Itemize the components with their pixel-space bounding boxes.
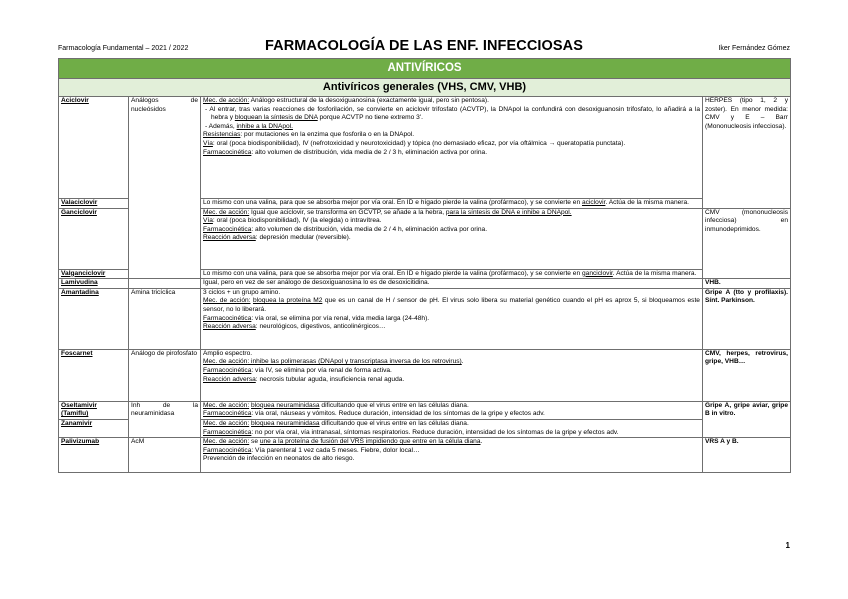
drug-group-cell: [129, 349, 201, 401]
mec-line: [203, 97, 700, 106]
mec-line: [203, 209, 700, 218]
drug-name-cell: [59, 97, 129, 199]
mec-label: Mec. de acción:: [203, 208, 250, 216]
indication: VRS A y B.: [705, 438, 739, 446]
drug-name: Oseltamivir: [61, 401, 97, 409]
via-line: [203, 140, 700, 149]
far-line: [203, 149, 700, 158]
desc-text-end: . Actúa de la misma manera.: [612, 269, 697, 277]
course-label: Farmacología Fundamental – 2021 / 2022: [58, 45, 189, 52]
mec-text: dificultando que el virus entre en las células diana.: [319, 401, 469, 409]
section-title: ANTIVÍRICOS: [59, 59, 791, 79]
description-cell: [201, 401, 703, 419]
far-line: [203, 410, 700, 419]
mec-label: Mec. de acción: [203, 358, 248, 366]
rea-text: : necrosis tubular aguda, insuficiencia renal aguda.: [255, 375, 405, 383]
description-cell: [201, 97, 703, 199]
mec-label: Mec. de acción:: [203, 419, 250, 427]
table-row: [59, 288, 791, 349]
drug-name-cell: [59, 208, 129, 269]
far-label: Farmacocinética: [203, 410, 252, 418]
drug-group: Amina tricíclica: [131, 288, 176, 296]
drug-group-cell: [129, 97, 201, 279]
indication-cell: [703, 438, 791, 473]
indication: CMV (mononucleosis infecciosa) en inmunodeprimidos.: [705, 208, 788, 233]
bullet-item: - Al entrar, tras varias reacciones de fosforilación, se convierte en aciclovir trifosfato (ACVTP), la DNApol la confundirá con desoxiguanosin trifosfato, lo añadirá a la hebra y bloquean la síntesis de DNA porque ACVTP no tiene extremo 3'.: [205, 105, 700, 122]
description-cell: [201, 288, 703, 349]
indication: HERPES (tipo 1, 2 y zoster). En menor medida: CMV y E – Barr (Mononucleosis infecciosa).: [705, 97, 788, 130]
rea-label: Reacción adversa: [203, 323, 256, 331]
description-cell: [201, 419, 703, 437]
via-line: [203, 217, 700, 226]
mec-text: que es un canal de H / sensor de pH. El virus solo libera su material genético cuando el pH es aprox 5, si bloqueamos este sensor, no lo liberará.: [203, 297, 700, 313]
indication-cell: [703, 208, 791, 279]
far-label: Farmacocinética: [203, 225, 252, 233]
mec-text: Igual que aciclovir, se transforma en GCVTP, se añade a la hebra,: [249, 208, 446, 216]
far-text: : vía IV, se elimina por vía renal de forma activa.: [251, 366, 392, 374]
rea-text: : depresión medular (reversible).: [255, 234, 351, 242]
desc-underlined: ganciclovir: [581, 269, 613, 277]
drug-name: Valaciclovir: [61, 199, 98, 206]
far-label: Farmacocinética: [203, 148, 252, 156]
subsection-row: [59, 79, 791, 97]
mec-underlined: une a la proteína de fusión del VRS impidiendo que entre en la célula diana: [259, 438, 481, 446]
far-label: Farmacocinética: [203, 314, 252, 322]
mec-underlined: : inhibe las polimerasas (DNApol y transcriptasa inversa de los retrovirus): [247, 358, 462, 366]
far-text: : vía oral, se elimina por vía renal, vida media larga (24-48h).: [251, 314, 430, 322]
prevention-line: Prevención de infección en neonatos de alto riesgo.: [203, 455, 355, 463]
drug-group: Análogo de pirofosfato: [131, 349, 197, 357]
via-label: Vía: [203, 139, 213, 147]
far-label: Farmacocinética: [203, 366, 252, 374]
indication: Gripe A, gripe aviar, gripe B in vitro.: [705, 401, 788, 418]
drug-table: [58, 58, 791, 473]
mec-line: [203, 420, 700, 429]
description-cell: [201, 438, 703, 473]
section-row: [59, 59, 791, 79]
rea-line: [203, 234, 700, 243]
page-number: 1: [785, 541, 790, 550]
drug-name-cell: [59, 288, 129, 349]
bullet-item: - Además, inhibe a la DNApol.: [205, 122, 293, 130]
indication-cell: [703, 349, 791, 401]
far-text: : alto volumen de distribución, vida media de 2 / 3 h, eliminación activa por orina.: [251, 148, 488, 156]
description-cell: [201, 349, 703, 401]
bullet-text: Al entrar, tras varias reacciones de fosforilación, se convierte en aciclovir trifosfato (ACVTP), la DNApol la confundirá con desoxiguanosin trifosfato, lo añadirá a la hebra y: [209, 105, 700, 122]
indication-cell: [703, 401, 791, 437]
rea-label: Reacción adversa: [203, 375, 256, 383]
intro-line: Amplio espectro.: [203, 349, 253, 357]
indication-cell: [703, 279, 791, 289]
mec-text: dificultando que el virus entre en las células diana.: [319, 419, 469, 427]
mec-label: Mec. de acción:: [203, 297, 251, 305]
indication: CMV, herpes, retrovirus, gripe, VHB…: [705, 349, 788, 366]
drug-name-cell: [59, 199, 129, 209]
mec-label: Mec. de acción:: [203, 401, 250, 409]
via-label: Vía: [203, 217, 213, 225]
res-text: : por mutaciones en la enzima que fosforila o en la DNApol.: [240, 131, 415, 139]
mec-underlined: bloquea neuraminidasa: [251, 401, 320, 409]
drug-name-cell: [59, 438, 129, 473]
rea-line: [203, 323, 700, 332]
subsection-title: Antivíricos generales (VHS, CMV, VHB): [59, 79, 791, 97]
table-row: [59, 279, 791, 289]
page-header: [58, 38, 790, 56]
table-row: [59, 401, 791, 419]
drug-group: Análogos de nucleósidos: [131, 97, 198, 113]
table-row: [59, 438, 791, 473]
bullet-underlined: inhibe a la DNApol.: [236, 122, 293, 130]
via-text: : oral (poca biodisponibilidad), IV (nefrotoxicidad y neurotoxicidad) y tópica (no demasiado eficaz, por vía oftálmica → queratopatía punctata).: [212, 139, 626, 147]
drug-name-cell: [59, 349, 129, 401]
mec-line: [203, 402, 700, 411]
drug-name: Aciclovir: [61, 97, 89, 104]
mec-underlined: para la síntesis de DNA e inhibe a DNApol.: [445, 208, 572, 216]
intro-line: 3 ciclos + un grupo amino.: [203, 288, 281, 296]
drug-name-cell: [59, 401, 129, 419]
drug-name: Valganciclovir: [61, 269, 106, 277]
desc-text: Lo mismo con una valina, para que se absorba mejor por vía oral. En ID e hígado pierde la valina (profármaco), y se convierte en: [203, 269, 582, 277]
far-text: : no por vía oral, vía intranasal, síntomas respiratorios. Reduce duración, intensidad de los síntomas de la gripe y efectos adv.: [251, 428, 619, 436]
description-cell: [201, 199, 703, 209]
far-line: [203, 429, 700, 438]
document-title: FARMACOLOGÍA DE LAS ENF. INFECCIOSAS: [264, 38, 584, 54]
via-text: : oral (poca biodisponibilidad), IV (la elegida) o intravítrea.: [212, 217, 382, 225]
description-cell: [201, 269, 703, 279]
desc-text: Igual, pero en vez de ser análogo de desoxiguanosina lo es de desoxicitidina.: [203, 279, 430, 287]
table-row: [59, 349, 791, 401]
description-cell: [201, 279, 703, 289]
mec-line: [203, 358, 700, 367]
bullet-text: Además,: [208, 122, 237, 130]
drug-name: Amantadina: [61, 288, 99, 296]
mec-text: se: [249, 438, 260, 446]
mec-label: Mec. de acción:: [203, 97, 250, 104]
mec-end: .: [461, 358, 464, 366]
rea-label: Reacción adversa: [203, 234, 256, 242]
indication-cell: [703, 288, 791, 349]
indication: Gripe A (tto y profilaxis). Sínt. Parkinson.: [705, 288, 788, 305]
drug-name-cell: [59, 279, 129, 289]
drug-group-cell: [129, 438, 201, 473]
mec-underlined: bloquea neuraminidasa: [251, 419, 320, 427]
far-text: : vía oral, náuseas y vómitos. Reduce duración, intensidad de los síntomas de la gripe y efectos adv.: [251, 410, 545, 418]
desc-text-end: . Actúa de la misma manera.: [605, 199, 689, 206]
far-line: [203, 315, 700, 324]
rea-text: : neurológicos, digestivos, anticolinérgicos…: [255, 323, 386, 331]
indication: VHB.: [705, 279, 721, 287]
far-label: Farmacocinética: [203, 446, 252, 454]
bullet-text-end: porque ACVTP no tiene extremo 3'.: [317, 114, 423, 122]
drug-name: Ganciclovir: [61, 208, 97, 216]
indication-cell: [703, 97, 791, 209]
drug-name: Lamivudina: [61, 279, 98, 287]
author-name: Iker Fernández Gómez: [718, 45, 790, 52]
far-text: : alto volumen de distribución, vida media de 2 / 4 h, eliminación activa por orina.: [251, 225, 488, 233]
mec-line: [203, 297, 700, 314]
far-label: Farmacocinética: [203, 428, 252, 436]
mec-label: Mec. de acción:: [203, 438, 250, 446]
table-row: [59, 97, 791, 199]
drug-group: Inh de la neuraminidasa: [131, 401, 198, 418]
drug-name-cell: [59, 419, 129, 437]
drug-group-cell: [129, 288, 201, 349]
desc-text: Lo mismo con una valina, para que se absorba mejor por vía oral. En ID e hígado pierde la valina (profármaco), y se convierte en: [203, 199, 582, 206]
bullet-underlined: bloquean la síntesis de DNA: [234, 114, 318, 122]
mec-end: .: [480, 438, 483, 446]
res-label: Resistencias: [203, 131, 241, 139]
drug-brand-name: (Tamiflu): [61, 410, 89, 418]
far-line: [203, 447, 700, 456]
description-cell: [201, 208, 703, 269]
far-line: [203, 367, 700, 376]
mec-underlined: bloquea la proteína M2: [252, 297, 323, 305]
mec-line: [203, 438, 700, 447]
drug-group: AcM: [131, 438, 145, 446]
drug-group-cell: [129, 401, 201, 437]
drug-name: Zanamivir: [61, 419, 93, 427]
far-line: [203, 226, 700, 235]
mec-text: Análogo estructural de la desoxiguanosina (exactamente igual, pero sin pentosa).: [249, 97, 489, 104]
drug-name-cell: [59, 269, 129, 279]
res-line: [203, 131, 700, 140]
far-text: : Vía parenteral 1 vez cada 5 meses. Fiebre, dolor local…: [251, 446, 420, 454]
drug-group-cell: [129, 279, 201, 289]
desc-underlined: aciclovir: [581, 199, 606, 206]
drug-name: Foscarnet: [61, 349, 93, 357]
rea-line: [203, 376, 700, 385]
drug-name: Palivizumab: [61, 438, 100, 446]
